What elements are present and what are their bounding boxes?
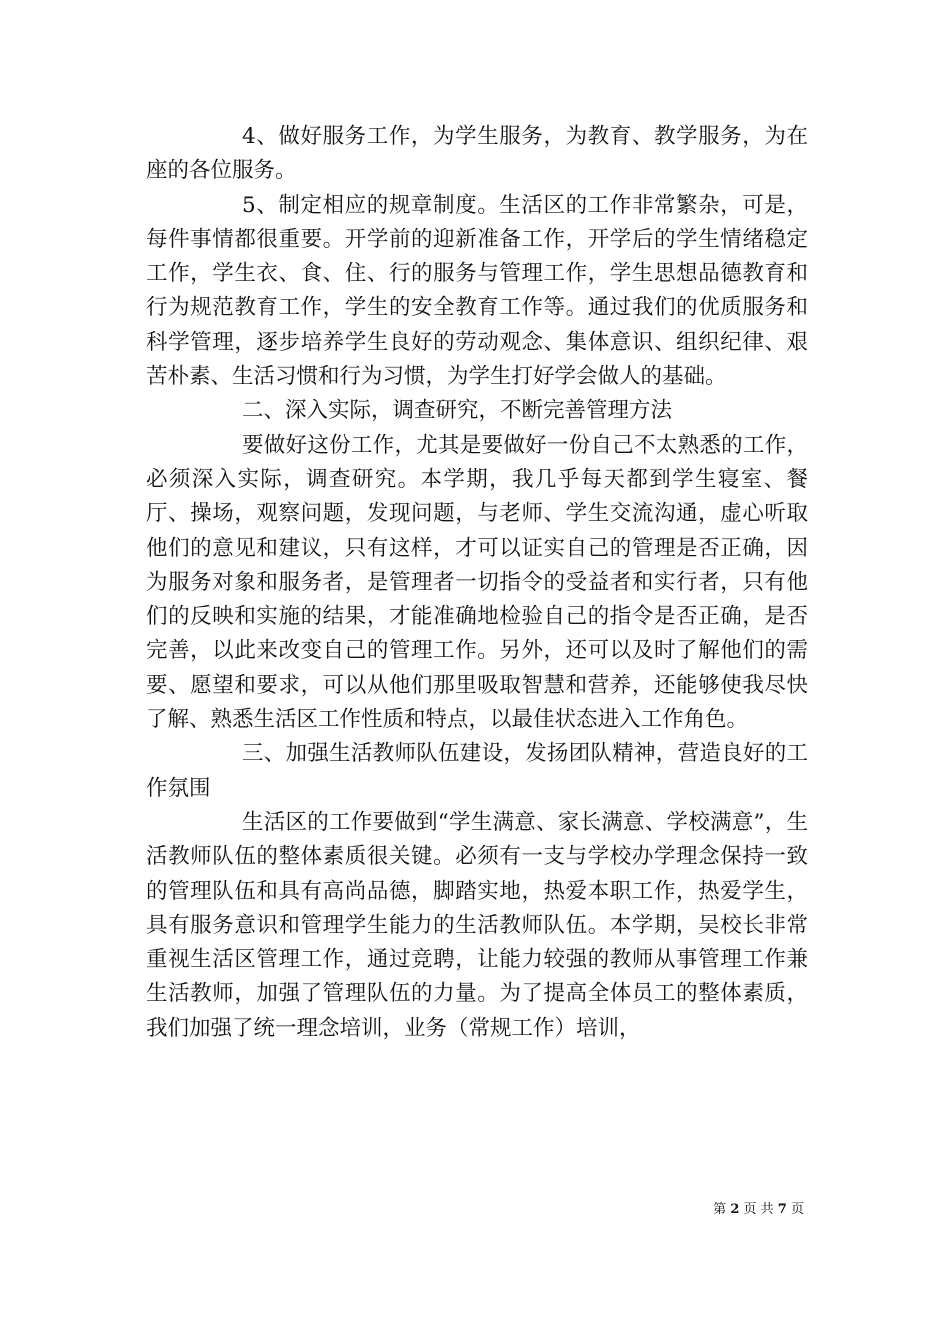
footer-suffix: 页	[790, 1202, 804, 1217]
current-page-number: 2	[730, 1202, 740, 1217]
paragraph-team-building: 生活区的工作要做到“学生满意、家长满意、学校满意”，生活教师队伍的整体素质很关键。必须有一支与学校办学理念保持一致的管理队伍和具有高尚品德，脚踏实地，热爱本职工作，热爱学生，具有服务意识和管理学生能力的生活教师队伍。本学期，吴校长非常重视生活区管理工作，通过竞聘，让能力较强的教师从事管理工作兼生活教师，加强了管理队伍的力量。为了提高全体员工的整体素质，我们加强了统一理念培训，业务（常规工作）培训，	[146, 809, 808, 1041]
total-page-count: 7	[777, 1202, 787, 1217]
paragraph-rules-and-regulations: 5、制定相应的规章制度。生活区的工作非常繁杂，可是，每件事情都很重要。开学前的迎新准备工作，开学后的学生情绪稳定工作，学生衣、食、住、行的服务与管理工作，学生思想品德教育和行为规范教育工作，学生的安全教育工作等。通过我们的优质服务和科学管理，逐步培养学生良好的劳动观念、集体意识、组织纪律、艰苦朴素、生活习惯和行为习惯，为学生打好学会做人的基础。	[146, 192, 808, 390]
document-body	[146, 120, 808, 1046]
paragraph-service-work: 4、做好服务工作，为学生服务，为教育、教学服务，为在座的各位服务。	[146, 124, 808, 184]
section-heading-team-building: 三、加强生活教师队伍建设，发扬团队精神，营造良好的工作氛围	[146, 741, 808, 801]
paragraph-investigation: 要做好这份工作，尤其是要做好一份自己不太熟悉的工作，必须深入实际，调查研究。本学期，我几乎每天都到学生寝室、餐厅、操场，观察问题，发现问题，与老师、学生交流沟通，虚心听取他们的意见和建议，只有这样，才可以证实自己的管理是否正确，因为服务对象和服务者，是管理者一切指令的受益者和实行者，只有他们的反映和实施的结果，才能准确地检验自己的指令是否正确，是否完善，以此来改变自己的管理工作。另外，还可以及时了解他们的需要、愿望和要求，可以从他们那里吸取智慧和营养，还能够使我尽快了解、熟悉生活区工作性质和特点，以最佳状态进入工作角色。	[146, 432, 808, 733]
footer-middle: 页 共	[743, 1202, 774, 1217]
section-heading-investigation: 二、深入实际，调查研究，不断完善管理方法	[242, 398, 673, 424]
footer-prefix: 第	[713, 1202, 727, 1217]
page-footer	[713, 1198, 804, 1217]
